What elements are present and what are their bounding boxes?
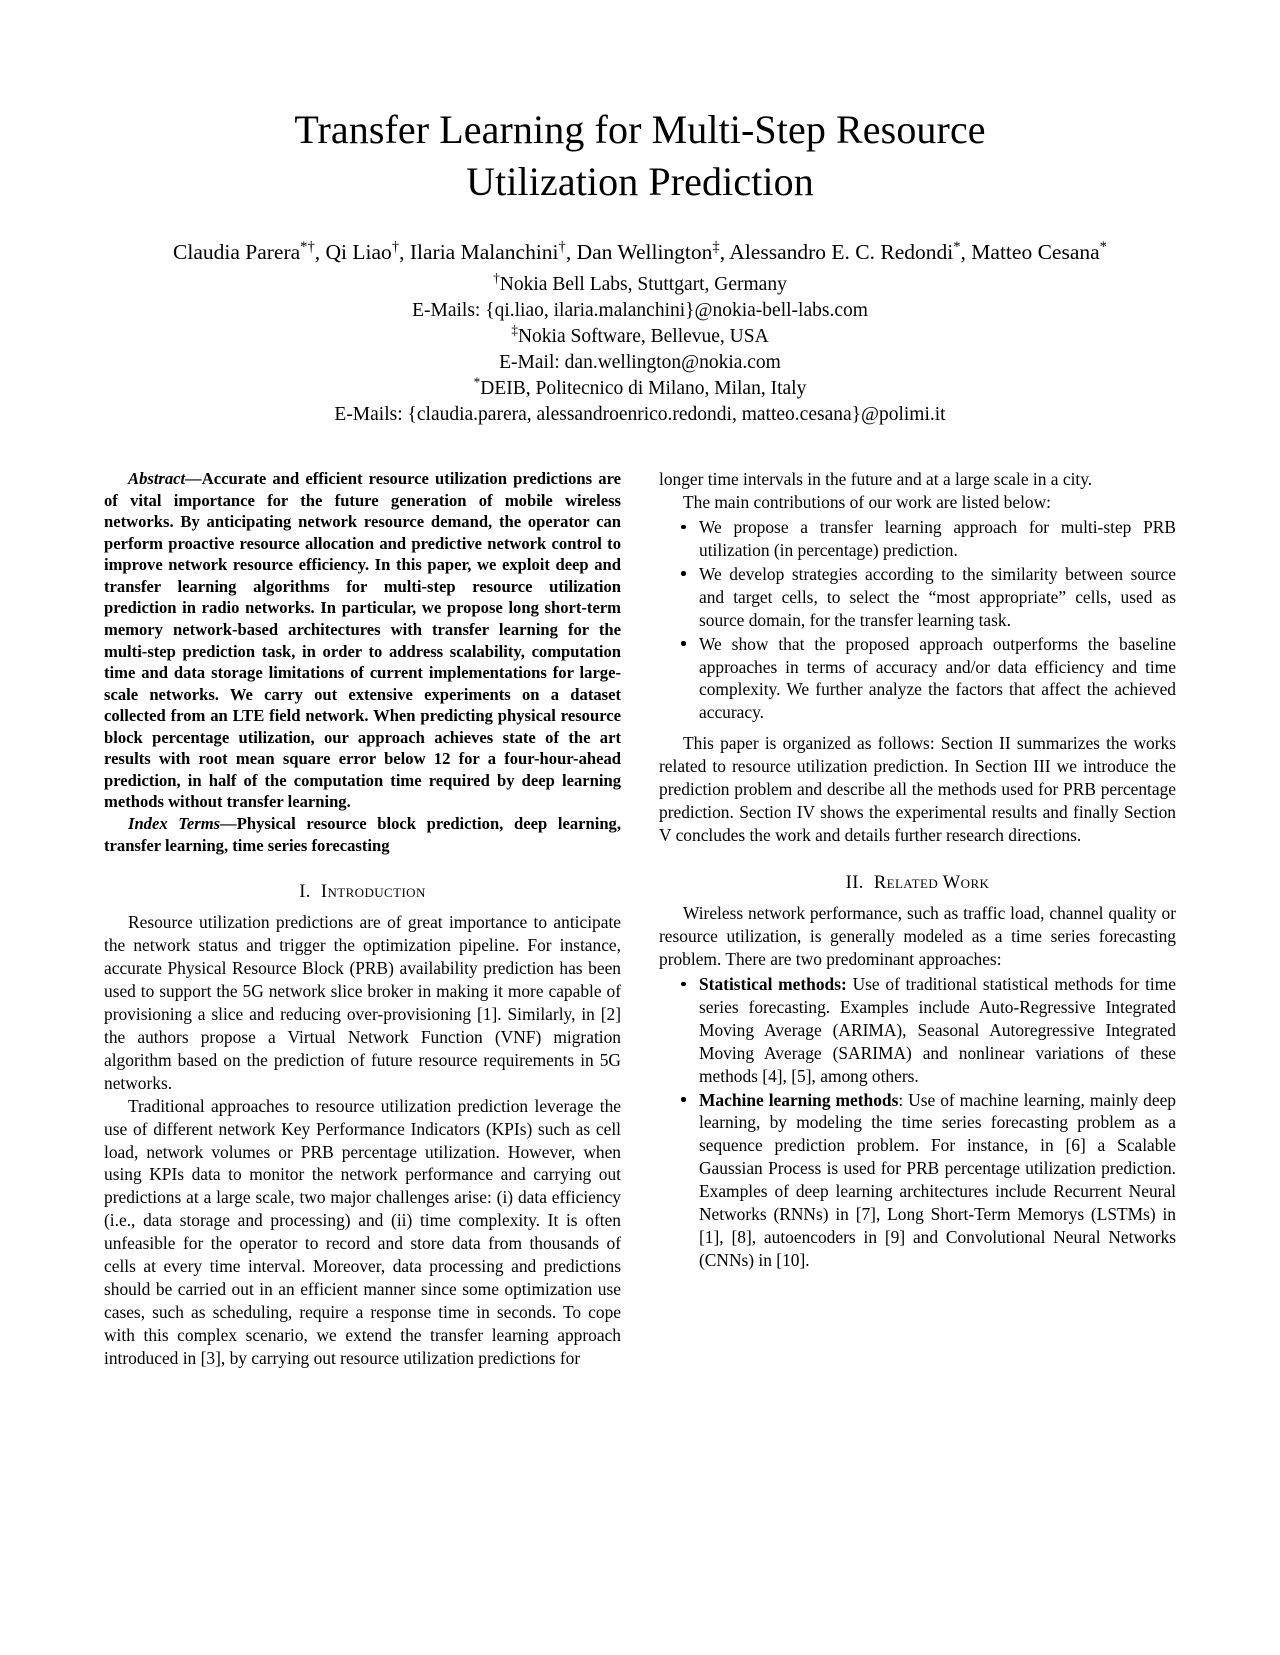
- section-heading-related-work: [659, 873, 1176, 894]
- section-name-related-work: Related Work: [873, 873, 990, 893]
- intro-paragraph-2-continued: longer time intervals in the future and at a large scale in a city.: [659, 469, 1093, 489]
- affiliation-nokia-software: ‡Nokia Software, Bellevue, USA: [511, 322, 769, 347]
- email-nokia-bell-labs: E-Mails: {qi.liao, ilaria.malanchini}@nokia-bell-labs.com: [412, 299, 868, 321]
- related-work-intro: Wireless network performance, such as traffic load, channel quality or resource utilization, is generally modeled as a time series forecasting problem. There are two predominant approaches:: [659, 903, 1176, 969]
- contribution-text-1: We propose a transfer learning approach for multi-step PRB utilization (in percentage) prediction.: [699, 516, 1176, 560]
- bullet-icon: [681, 571, 686, 576]
- list-item: [659, 1089, 1176, 1273]
- abstract-text: Accurate and efficient resource utilization predictions are of vital importance for the future generation of mobile wireless networks. By anticipating network resource demand, the operator can perform proactive resource allocation and predictive network control to improve network resource efficiency. In this paper, we exploit deep and transfer learning algorithms for multi-step resource utilization prediction in radio networks. In particular, we propose long short-term memory network-based architectures with transfer learning for the multi-step prediction task, in order to address scalability, computation time and data storage limitations of current implementations for large-scale networks. We carry out extensive experiments on a dataset collected from an LTE field network. When predicting physical resource block percentage utilization, our approach achieves state of the art results with root mean square error below 12 for a four-hour-ahead prediction, in half of the computation time required by deep learning methods without transfer learning.: [104, 469, 621, 812]
- abstract-paragraph: [104, 468, 621, 813]
- bullet-icon: [681, 641, 686, 646]
- statistical-methods-text: Use of traditional statistical methods for time series forecasting. Examples include Auto-Regressive Integrated Moving Average (ARIMA), Seasonal Autoregressive Integrated Moving Average (SARIMA) and nonlinear variations of these methods [4], [5], among others.: [699, 973, 1176, 1086]
- affiliation-nokia-bell-labs: †Nokia Bell Labs, Stuttgart, Germany: [493, 270, 787, 295]
- page-title: Transfer Learning for Multi-Step Resource Utilization Prediction: [294, 107, 986, 204]
- email-deib-polimi: E-Mails: {claudia.parera, alessandroenrico.redondi, matteo.cesana}@polimi.it: [334, 403, 946, 425]
- contributions-lead-in: The main contributions of our work are listed below:: [683, 491, 1052, 512]
- contributions-list: [659, 516, 1176, 724]
- related-work-list: [659, 973, 1176, 1272]
- section-heading-introduction: [104, 882, 621, 903]
- authors-block: [0, 238, 1280, 426]
- index-terms-text: Physical resource block prediction, deep learning, transfer learning, time series forecasting: [104, 814, 622, 855]
- bullet-icon: [681, 1097, 686, 1102]
- index-terms-paragraph: [104, 813, 621, 856]
- paper-organization-paragraph: This paper is organized as follows: Section II summarizes the works related to resource utilization prediction. In Section III we introduce the prediction problem and describe all the methods used for PRB percentage prediction. Section IV shows the experimental results and finally Section V concludes the work and details further research directions.: [659, 733, 1176, 846]
- index-terms-label: Index Terms—: [128, 814, 237, 833]
- contribution-text-2: We develop strategies according to the similarity between source and target cells, to select the “most appropriate” cells, used as source domain, for the transfer learning task.: [699, 563, 1176, 630]
- right-column: [659, 468, 1176, 1370]
- left-column: [104, 468, 621, 1370]
- contribution-text-3: We show that the proposed approach outperforms the baseline approaches in terms of accuracy and/or data efficiency and time complexity. We further analyze the factors that affect the achieved accuracy.: [699, 633, 1176, 723]
- abstract-label: Abstract—: [128, 469, 202, 488]
- email-nokia-software: E-Mail: dan.wellington@nokia.com: [499, 351, 781, 373]
- author-list: Claudia Parera*†, Qi Liao†, Ilaria Malanchini†, Dan Wellington‡, Alessandro E. C. Redondi*, Matteo Cesana*: [173, 238, 1107, 264]
- statistical-methods-label: Statistical methods:: [699, 973, 847, 994]
- list-item: [659, 633, 1176, 725]
- section-numeral-related-work: II.: [845, 873, 864, 893]
- list-item: [659, 516, 1176, 562]
- intro-paragraph-2: Traditional approaches to resource utilization prediction leverage the use of different network Key Performance Indicators (KPIs) such as cell load, network volumes or PRB percentage utilization. However, when using KPIs data to monitor the network performance and carrying out predictions at a large scale, two major challenges arise: (i) data efficiency (i.e., data storage and processing) and (ii) time complexity. It is often unfeasible for the operator to record and store data from thousands of cells at every time interval. Moreover, data processing and predictions should be carried out in an efficient manner since some optimization use cases, such as scheduling, require a response time in seconds. To cope with this complex scenario, we extend the transfer learning approach introduced in [3], by carrying out resource utilization predictions for: [104, 1095, 621, 1368]
- intro-paragraph-1: Resource utilization predictions are of great importance to anticipate the network status and trigger the optimization pipeline. For instance, accurate Physical Resource Block (PRB) availability prediction has been used to support the 5G network slice broker in making it more capable of provisioning a slice and reducing over-provisioning [1]. Similarly, in [2] the authors propose a Virtual Network Function (VNF) migration algorithm based on the prediction of future resource requirements in 5G networks.: [104, 912, 621, 1093]
- machine-learning-methods-label: Machine learning methods: [699, 1089, 899, 1110]
- title-block: [0, 0, 1280, 208]
- body-columns: [104, 468, 1176, 1370]
- list-item: [659, 973, 1176, 1088]
- section-numeral-introduction: I.: [299, 882, 311, 903]
- section-name-introduction: Introduction: [320, 882, 426, 903]
- list-item: [659, 563, 1176, 632]
- bullet-icon: [681, 982, 686, 987]
- bullet-icon: [681, 525, 686, 530]
- machine-learning-methods-text: : Use of machine learning, mainly deep learning, by modeling the time series forecasting problem as a sequence prediction problem. For instance, in [6] a Scalable Gaussian Process is used for PRB percentage utilization prediction. Examples of deep learning architectures include Recurrent Neural Networks (RNNs) in [7], Long Short-Term Memorys (LSTMs) in [1], [8], autoencoders in [9] and Convolutional Neural Networks (CNNs) in [10].: [699, 1089, 1176, 1271]
- affiliation-deib-polimi: *DEIB, Politecnico di Milano, Milan, Italy: [473, 374, 807, 399]
